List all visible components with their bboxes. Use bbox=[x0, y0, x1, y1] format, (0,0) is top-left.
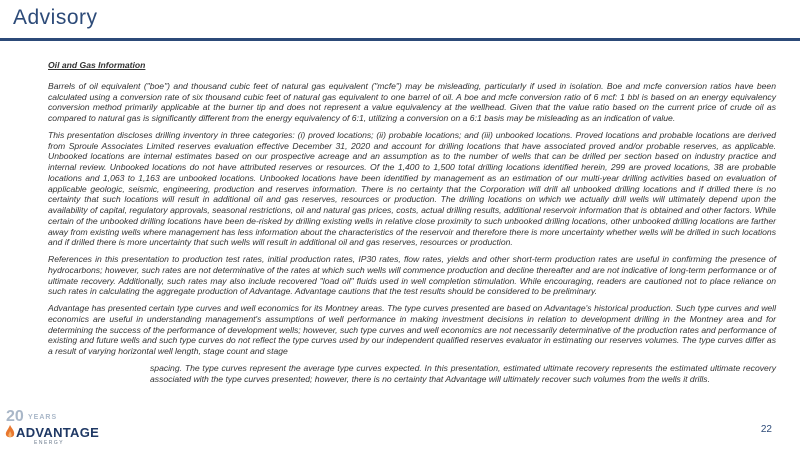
advisory-content bbox=[48, 60, 776, 384]
slide-title: Advisory bbox=[13, 6, 98, 29]
paragraph-production-rates: References in this presentation to production test rates, initial production rates, IP30 rates, flow rates, yields and other short-term production rates are useful in confirming the presence of hydrocarbons; however, such rates are not determinative of the rates at which such wells will commence production and decline thereafter and are not indicative of long-term performance or of ultimate recovery. Additionally, such rates may also include recovered "load oil" fluids used in well completion stimulation. While encouraging, readers are cautioned not to place reliance on such rates in calculating the aggregate production of Advantage. Advantage cautions that the test results should be considered to be preliminary. bbox=[48, 254, 776, 297]
company-logo bbox=[4, 409, 100, 449]
title-divider bbox=[0, 38, 800, 41]
paragraph-drilling-inventory: This presentation discloses drilling inventory in three categories: (i) proved locations; (ii) probable locations; and (iii) unbooked locations. Proved locations and probable locations are derived from Sproule Associates Limited reserves evaluation effective December 31, 2020 and account for drilling locations that have associated proved and/or probable reserves, as applicable. Unbooked locations are internal estimates based on our prospective acreage and an assumption as to the number of wells that can be drilled per section based on industry practice and internal review. Unbooked locations do not have attributed reserves or resources. Of the 1,400 to 1,500 total drilling locations identified herein, 299 are proved locations, 38 are probable locations and 1,063 to 1,163 are unbooked locations. Unbooked locations have been identified by management as an estimation of our multi-year drilling activities based on evaluation of applicable geologic, seismic, engineering, production and reserves information. There is no certainty that the Corporation will drill all unbooked drilling locations and if drilled there is no certainty that such locations will result in additional oil and gas reserves, resources or production. The drilling locations on which we actually drill wells will ultimately depend upon the availability of capital, regulatory approvals, seasonal restrictions, oil and natural gas prices, costs, actual drilling results, additional reservoir information that is obtained and other factors. While certain of the unbooked drilling locations have been de-risked by drilling existing wells in relative close proximity to such unbooked drilling locations, other unbooked drilling locations are farther away from existing wells where management has less information about the characteristics of the reservoir and therefore there is more uncertainty whether wells will be drilled in such locations and if drilled there is more uncertainty that such wells will result in additional oil and gas reserves, resources or production. bbox=[48, 129, 776, 248]
logo-years-label: YEARS bbox=[28, 414, 58, 421]
paragraph-type-curves: Advantage has presented certain type curves and well economics for its Montney areas. The type curves presented are based on Advantage's historical production. Such type curves and well economics are useful in understanding management's assumptions of well performance in making investment decisions in relation to development drilling in the Montney area and for determining the success of the performance of development wells; however, such type curves and well economics are not necessarily determinative of the production rates and performance of existing and future wells and such type curves do not reflect the type curves used by our independent qualified reserves evaluator in estimating our reserves volumes. The type curves differ as a result of varying horizontal well length, stage count and stage bbox=[48, 303, 776, 356]
logo-sub-label: ENERGY bbox=[34, 440, 65, 446]
paragraph-boe-conversion: Barrels of oil equivalent ("boe") and thousand cubic feet of natural gas equivalent ("mcfe") may be misleading, particularly if used in isolation. Boe and mcfe conversion ratios have been calculated using a conversion rate of six thousand cubic feet of natural gas equivalent to one barrel of oil. A boe and mcfe conversion ratio of 6 mcf: 1 bbl is based on an energy equivalency conversion method primarily applicable at the burner tip and does not represent a value equivalency at the wellhead. Given that the value ratio based on the current price of crude oil as compared to natural gas is significantly different from the energy equivalency of 6:1, utilizing a conversion on a 6:1 basis may be misleading as an indication of value. bbox=[48, 80, 776, 123]
flame-icon bbox=[4, 425, 16, 439]
section-heading: Oil and Gas Information bbox=[48, 60, 146, 70]
page-number: 22 bbox=[760, 424, 772, 435]
logo-anniversary-number: 20 bbox=[6, 408, 24, 425]
paragraph-type-curves-continued: spacing. The type curves represent the average type curves expected. In this presentation, estimated ultimate recovery represents the estimated ultimate recovery associated with the type curves presented; however, there is no certainty that Advantage will ultimately recover such volumes from the wells it drills. bbox=[150, 362, 776, 384]
logo-wordmark: ADVANTAGE bbox=[16, 425, 100, 440]
